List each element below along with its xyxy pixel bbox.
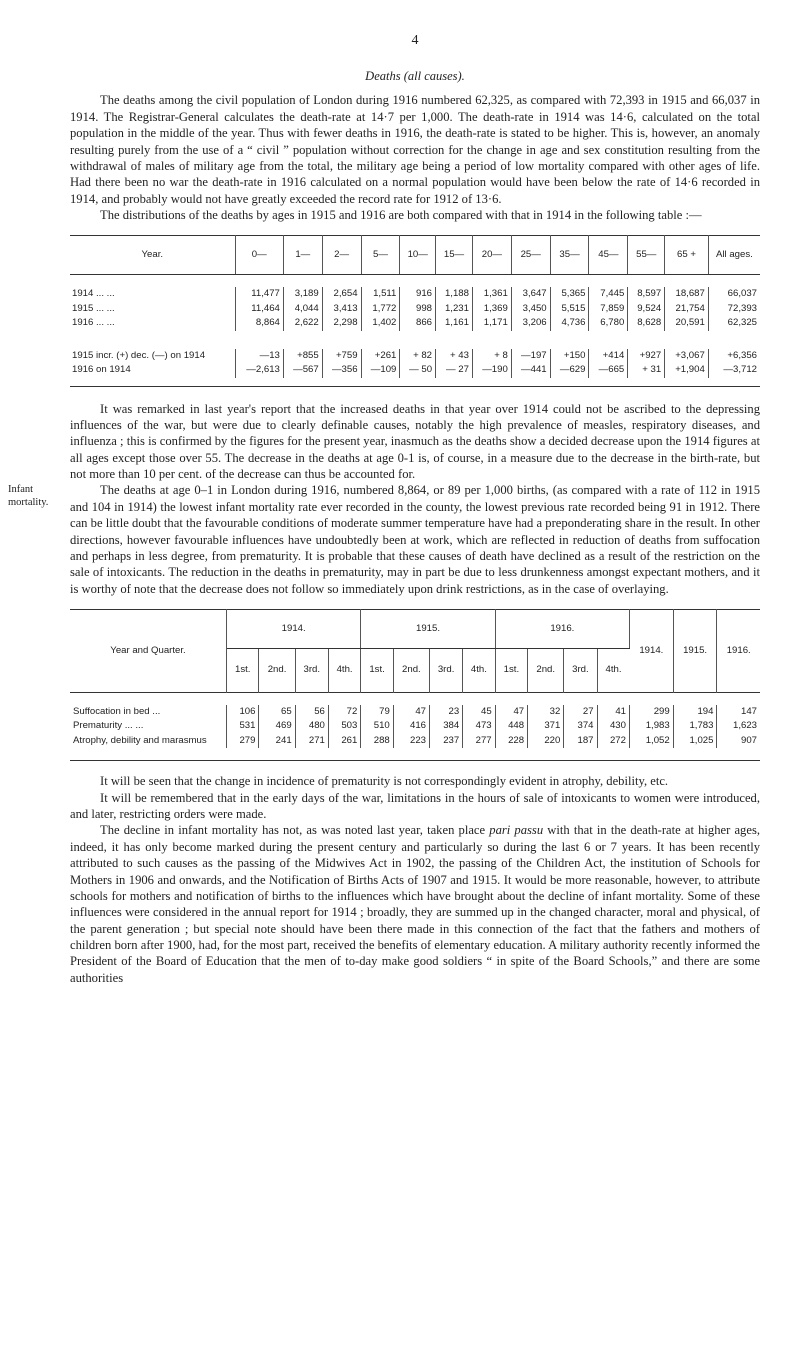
column-header: 3rd. [295,649,328,693]
column-header: 1st. [227,649,259,693]
row-label: 1914 ... ... [70,287,235,301]
table-cell: 1,511 [361,287,400,301]
column-header: 20— [472,236,511,275]
column-header: 10— [400,236,436,275]
column-header: All ages. [708,236,760,275]
table-cell: 2,298 [322,316,361,330]
column-header: 25— [511,236,550,275]
table-cell: 3,189 [283,287,322,301]
table-cell: 2,622 [283,316,322,330]
table-cell: 5,515 [550,302,589,316]
table-cell: 72 [328,705,360,719]
table-cell: 5,365 [550,287,589,301]
table-cell: 1,623 [732,720,757,732]
table-cell: +6,356 [727,349,757,361]
table-cell: 2,654 [322,287,361,301]
table-cell: 374 [564,719,597,733]
table-cell: +414 [589,349,628,363]
table-cell: 430 [597,719,629,733]
table-cell: 371 [528,719,564,733]
table-cell: 8,597 [628,287,665,301]
table-cell: 6,780 [589,316,628,330]
column-header: Year and Quarter. [70,609,227,692]
table-cell: 531 [227,719,259,733]
table-cell: 147 [740,705,757,717]
column-header: 4th. [605,664,622,676]
table-cell: 1,983 [629,719,673,733]
table-row [70,705,760,719]
column-header: 45— [589,236,628,275]
table-cell: —441 [511,363,550,377]
table-row [70,302,760,316]
table-cell: 299 [629,705,673,719]
table-cell: 241 [259,734,295,748]
row-label: Prematurity ... ... [70,719,227,733]
table-cell: 223 [393,734,429,748]
paragraph: The decline in infant mortality has not, as was noted last year, taken place pari passu with that in the death-rate at higher ages, indeed, it has only become marked during the present century and particularly so during the last 6 or 7 years. It has been recently attributed to such causes as the passing of the Midwives Act in 1902, the passing of the Children Act, the institution of Schools for Mothers in 1906 and onwards, and the Notification of Births Acts of 1907 and 1915. It would be more reasonable, however, to attribute schools for mothers and notification of births to the influences which have brought about the decline of infant mortality. Some of these influences were considered in the annual report for 1914 ; broadly, they are summed up in the changed character, moral and physical, of the parent generation ; but special note should have been there made in this connection of the fact that the fathers and mothers of children born after 1900, had, for the most part, received the benefits of elementary education. A military authority recently informed the President of the Board of Education that the men of to-day make good soldiers “ in spite of the Board Schools,” and there are some authorities [70,823,760,985]
column-header: 4th. [328,649,360,693]
table-cell: 27 [564,705,597,719]
row-label: 1916 on 1914 [70,363,235,377]
table-cell: +759 [322,349,361,363]
column-header: 35— [550,236,589,275]
table-cell: +3,067 [665,349,709,363]
paragraph: It will be seen that the change in incidence of prematurity is not correspondingly evident in atrophy, debility, etc. [100,774,669,789]
table-cell: 866 [400,316,436,330]
table-cell: 66,037 [727,288,757,300]
table-cell: 106 [227,705,259,719]
paragraph: The deaths among the civil population of London during 1916 numbered 62,325, as compared with 72,393 in 1915 and 66,037 in 1914. The Registrar-General calculates the death-rate at 14·7 per 1,000. The death-rate in 1914 was 14·6, calculated on the total population in the middle of the year. Thus with fewer deaths in 1916, the death-rate is stated to be higher. This is, however, an anomaly resulting purely from the use of a “ civil ” population without correction for the change in age and sex constitution resulting from the withdrawal of males of military age from the total, the military age being a period of low mortality compared with other ages of life. Had there been no war the death-rate in 1916 calculated on a normal population would have been below the rate of 14·6 recorded in 1914, and probably would not have greatly exceeded the record rate for 1912 of 13·6. [70,93,760,206]
table-cell: 1,402 [361,316,400,330]
table-cell: 21,754 [665,302,709,316]
table-cell: — 50 [400,363,436,377]
column-header: 1915. [361,609,495,648]
table-cell: —629 [550,363,589,377]
table-cell: 194 [673,705,717,719]
table-cell: 277 [463,734,495,748]
table-cell: +150 [550,349,589,363]
table-cell: 4,736 [550,316,589,330]
column-header: 1st. [361,649,393,693]
table-cell: 228 [495,734,527,748]
table-row [70,349,760,363]
deaths-by-age-table [70,235,760,386]
table-cell: 20,591 [665,316,709,330]
column-header: 1— [283,236,322,275]
column-header: 2nd. [259,649,295,693]
table-cell: +855 [283,349,322,363]
column-header: 1914. [227,609,361,648]
paragraph: The distributions of the deaths by ages in 1915 and 1916 are both compared with that in 1914 in the following table :— [100,207,702,222]
table-cell: 448 [495,719,527,733]
table-cell: 23 [430,705,463,719]
table-cell: 384 [430,719,463,733]
table-cell: 416 [393,719,429,733]
table-cell: 11,464 [235,302,283,316]
table-cell: 56 [295,705,328,719]
table-cell: 1,025 [673,734,717,748]
table-cell: 3,647 [511,287,550,301]
table-cell: —567 [283,363,322,377]
column-header: 3rd. [430,649,463,693]
table-cell: 469 [259,719,295,733]
section-heading: Deaths (all causes). [365,69,465,84]
table-cell: 998 [400,302,436,316]
table-cell: 1,783 [673,719,717,733]
table-cell: 79 [361,705,393,719]
table-cell: 272 [597,734,629,748]
table-cell: 187 [564,734,597,748]
table-cell: + 43 [436,349,473,363]
table-cell: +261 [361,349,400,363]
table-row [70,316,760,330]
table-cell: 72,393 [727,302,757,314]
column-header: 2nd. [393,649,429,693]
table-cell: 47 [495,705,527,719]
table-cell: 1,052 [629,734,673,748]
table-cell: 1,188 [436,287,473,301]
table-row [70,719,760,733]
column-header: 4th. [463,649,495,693]
table-cell: 237 [430,734,463,748]
table-cell: 1,369 [472,302,511,316]
row-label: Atrophy, debility and marasmus [70,734,227,748]
table-cell: 32 [528,705,564,719]
column-header: 1914. [629,609,673,692]
paragraph: It will be remembered that in the early days of the war, limitations in the hours of sale of intoxicants to women were introduced, and later, restricting orders were made. [70,790,760,822]
table-cell: 9,524 [628,302,665,316]
table-cell: 3,206 [511,316,550,330]
column-header: 2— [322,236,361,275]
table-cell: 8,864 [235,316,283,330]
table-cell: 271 [295,734,328,748]
row-label: Suffocation in bed ... [70,705,227,719]
table-cell: + 8 [472,349,511,363]
table-row [70,363,760,377]
infant-deaths-by-quarter-table [70,609,760,761]
table-cell: 18,687 [665,287,709,301]
column-header: 5— [361,236,400,275]
table-cell: —197 [511,349,550,363]
table-cell: 220 [528,734,564,748]
table-row [70,287,760,301]
table-cell: 503 [328,719,360,733]
table-row [70,734,760,748]
table-cell: 47 [393,705,429,719]
column-header: 1915. [673,609,717,692]
column-header: 3rd. [564,649,597,693]
table-cell: 480 [295,719,328,733]
table-cell: 288 [361,734,393,748]
table-cell: 473 [463,719,495,733]
column-header: 1916. [726,644,751,656]
table-cell: — 27 [436,363,473,377]
column-header: 1st. [495,649,527,693]
table-cell: 1,361 [472,287,511,301]
paragraph: The deaths at age 0–1 in London during 1916, numbered 8,864, or 89 per 1,000 births, (as compared with a rate of 112 in 1915 and 104 in 1914) the lowest infant mortality rate ever recorded in the county, the lowest previous rate recorded being 91 in 1912. There can be little doubt that the favourable conditions of moderate summer temperature have had a preponderating share in the result. In other directions, however favourable influences have undoubtedly been at work, which are reflected in reduction of deaths from suffocation and perhaps in less degree, from prematurity. It is probable that these causes of death have declined as a result of the restriction on the sale of intoxicants. The reduction in the deaths in prematurity, may in part be due to less drunkenness amongst expectant mothers, and it is worthy of note that the decrease does not follow so immediately upon drink restrictions, as in the case of overlaying. [70,483,760,596]
table-cell: 907 [740,734,757,746]
table-cell: 62,325 [727,317,757,329]
table-cell: 7,445 [589,287,628,301]
table-cell: 261 [328,734,360,748]
row-label: 1915 ... ... [70,302,235,316]
table-cell: —2,613 [235,363,283,377]
column-header: Year. [70,236,235,275]
column-header: 15— [436,236,473,275]
table-cell: —109 [361,363,400,377]
table-cell: 65 [259,705,295,719]
column-header: 55— [628,236,665,275]
table-cell: —13 [235,349,283,363]
table-cell: —665 [589,363,628,377]
table-cell: —190 [472,363,511,377]
table-cell: + 31 [628,363,665,377]
column-header: 1916. [495,609,629,648]
table-cell: 916 [400,287,436,301]
table-cell: 4,044 [283,302,322,316]
table-cell: 1,161 [436,316,473,330]
column-header: 2nd. [528,649,564,693]
table-cell: 1,231 [436,302,473,316]
table-cell: 41 [597,705,629,719]
table-cell: 8,628 [628,316,665,330]
table-cell: 45 [463,705,495,719]
table-cell: 510 [361,719,393,733]
page-number: 4 [411,33,419,48]
table-cell: 3,450 [511,302,550,316]
table-cell: 7,859 [589,302,628,316]
table-cell: +1,904 [665,363,709,377]
table-cell: 1,772 [361,302,400,316]
table-cell: 1,171 [472,316,511,330]
column-header: 65 + [665,236,709,275]
row-label: 1915 incr. (+) dec. (—) on 1914 [70,349,235,363]
row-label: 1916 ... ... [70,316,235,330]
table-cell: —356 [322,363,361,377]
column-header: 0— [235,236,283,275]
margin-note: Infant mortality. [8,484,49,509]
paragraph: It was remarked in last year's report that the increased deaths in that year over 1914 could not be ascribed to the depressing influences of the war, but were due to clearly definable causes, notably the high prevalence of measles, respiratory diseases, and influenza ; this is confirmed by the figures for the present year, inasmuch as the deaths show a decided decrease upon the 1914 figures at all ages except those over 55. The decrease in the deaths at age 0-1 is, of course, in a measure due to the decrease in the birth-rate, but not more than 10 per cent. of the decrease can thus be accounted for. [70,401,760,482]
table-cell: 279 [227,734,259,748]
table-cell: +927 [628,349,665,363]
table-cell: 11,477 [235,287,283,301]
document-page [8,32,760,986]
table-cell: —3,712 [723,364,757,376]
table-cell: 3,413 [322,302,361,316]
table-cell: + 82 [400,349,436,363]
